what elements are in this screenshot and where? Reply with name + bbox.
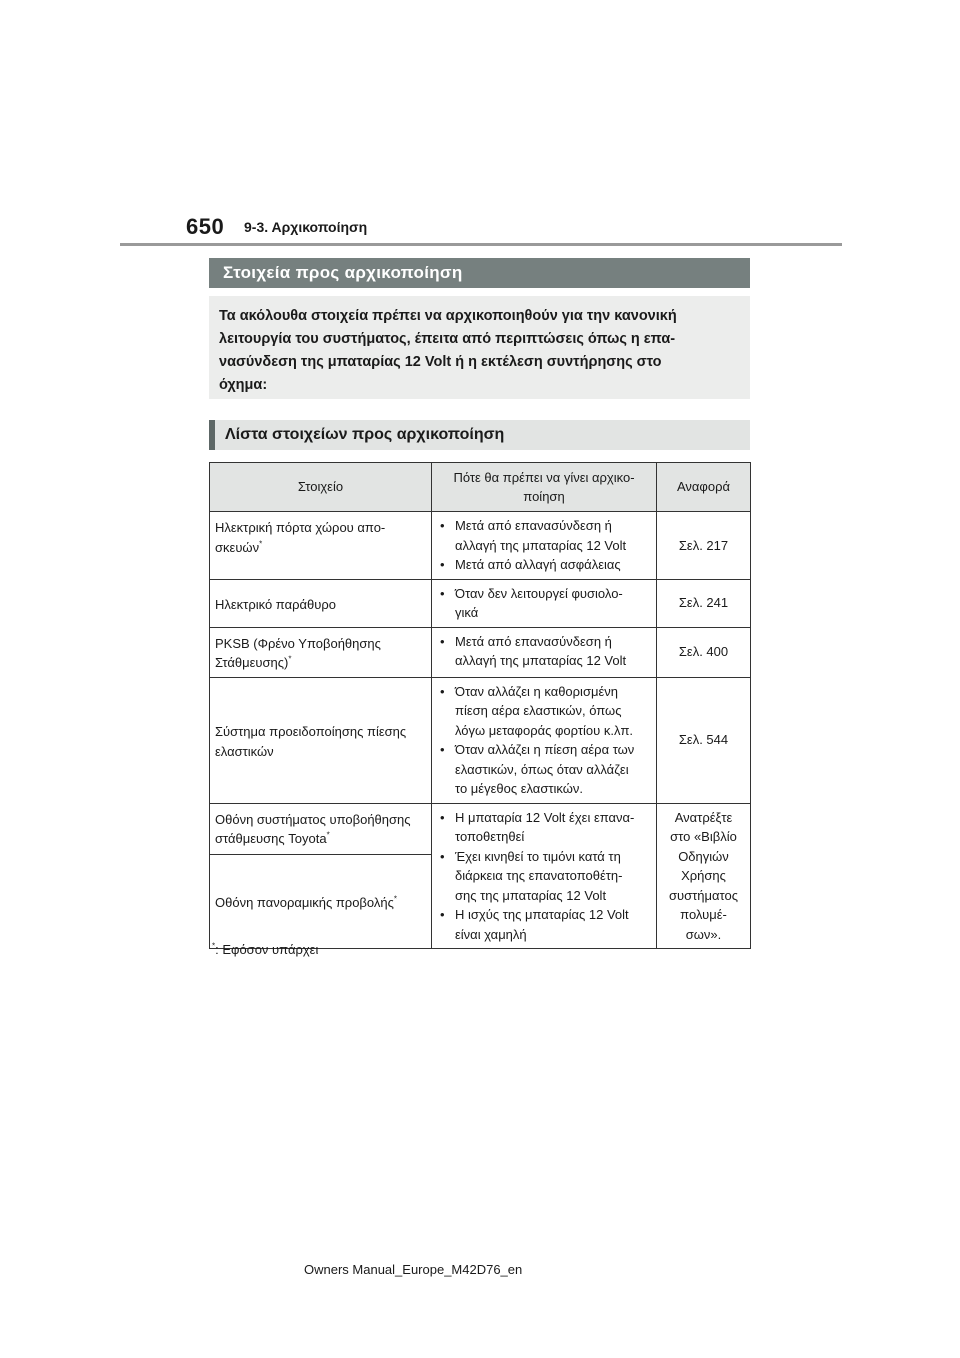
column-header-reference: Αναφορά bbox=[657, 463, 751, 512]
list-item: • Όταν δεν λειτουργεί φυσιολο- γικά bbox=[437, 584, 651, 623]
reference-cell: Σελ. 400 bbox=[657, 627, 751, 677]
list-item: • Μετά από αλλαγή ασφάλειας bbox=[437, 555, 651, 575]
header-divider bbox=[120, 243, 842, 246]
table-row bbox=[210, 803, 751, 854]
table-row bbox=[210, 677, 751, 803]
intro-line: όχημα: bbox=[219, 377, 268, 393]
reference-cell: Σελ. 544 bbox=[657, 677, 751, 803]
page-number: 650 bbox=[186, 214, 225, 239]
reference-cell: Ανατρέξτε στο «Βιβλίο Οδηγιών Χρήσης συστήματος πολυμέ- σων». bbox=[657, 803, 751, 949]
column-header-when: Πότε θα πρέπει να γίνει αρχικο- ποίηση bbox=[432, 463, 657, 512]
initialization-table bbox=[209, 462, 751, 949]
main-heading: Στοιχεία προς αρχικοποίηση bbox=[209, 258, 750, 288]
table-header-row bbox=[210, 463, 751, 512]
list-item: • Όταν αλλάζει η πίεση αέρα των ελαστικών, όπως όταν αλλάζει το μέγεθος ελαστικών. bbox=[437, 740, 651, 799]
intro-line: λειτουργία του συστήματος, έπειτα από περιπτώσεις όπως η επα- bbox=[219, 331, 676, 347]
intro-box bbox=[209, 296, 750, 399]
table-row bbox=[210, 579, 751, 627]
item-cell: PKSB (Φρένο Υποβοήθησης Στάθμευσης)* bbox=[210, 627, 432, 677]
list-item: • Η μπαταρία 12 Volt έχει επανα- τοποθετηθεί bbox=[437, 808, 651, 847]
footnote: *: Εφόσον υπάρχει bbox=[212, 941, 319, 957]
item-cell: Σύστημα προειδοποίησης πίεσης ελαστικών bbox=[210, 677, 432, 803]
list-item: • Μετά από επανασύνδεση ή αλλαγή της μπαταρίας 12 Volt bbox=[437, 632, 651, 671]
footer-text: Owners Manual_Europe_M42D76_en bbox=[304, 1262, 523, 1277]
sub-heading: Λίστα στοιχείων προς αρχικοποίηση bbox=[209, 420, 750, 450]
item-cell: Ηλεκτρική πόρτα χώρου απο- σκευών* bbox=[210, 512, 432, 580]
reference-cell: Σελ. 217 bbox=[657, 512, 751, 580]
list-item: • Η ισχύς της μπαταρίας 12 Volt είναι χαμηλή bbox=[437, 905, 651, 944]
item-cell: Οθόνη πανοραμικής προβολής* bbox=[210, 854, 432, 948]
when-cell bbox=[432, 579, 657, 627]
when-cell bbox=[432, 627, 657, 677]
list-item: • Μετά από επανασύνδεση ή αλλαγή της μπαταρίας 12 Volt bbox=[437, 516, 651, 555]
table-row bbox=[210, 627, 751, 677]
list-item: • Έχει κινηθεί το τιμόνι κατά τη διάρκεια της επανατοποθέτη- σης της μπαταρίας 12 Volt bbox=[437, 847, 651, 906]
when-cell bbox=[432, 677, 657, 803]
section-title: 9-3. Αρχικοποίηση bbox=[244, 219, 368, 235]
list-item: • Όταν αλλάζει η καθορισμένη πίεση αέρα ελαστικών, όπως λόγω μεταφοράς φορτίου κ.λπ. bbox=[437, 682, 651, 741]
intro-line: νασύνδεση της μπαταρίας 12 Volt ή η εκτέλεση συντήρησης στο bbox=[219, 354, 662, 370]
reference-cell: Σελ. 241 bbox=[657, 579, 751, 627]
column-header-item: Στοιχείο bbox=[210, 463, 432, 512]
item-cell: Ηλεκτρικό παράθυρο bbox=[210, 579, 432, 627]
intro-line: Τα ακόλουθα στοιχεία πρέπει να αρχικοποιηθούν για την κανονική bbox=[219, 308, 677, 324]
when-cell bbox=[432, 512, 657, 580]
when-cell bbox=[432, 803, 657, 949]
table-row bbox=[210, 512, 751, 580]
item-cell: Οθόνη συστήματος υποβοήθησης στάθμευσης Toyota* bbox=[210, 803, 432, 854]
